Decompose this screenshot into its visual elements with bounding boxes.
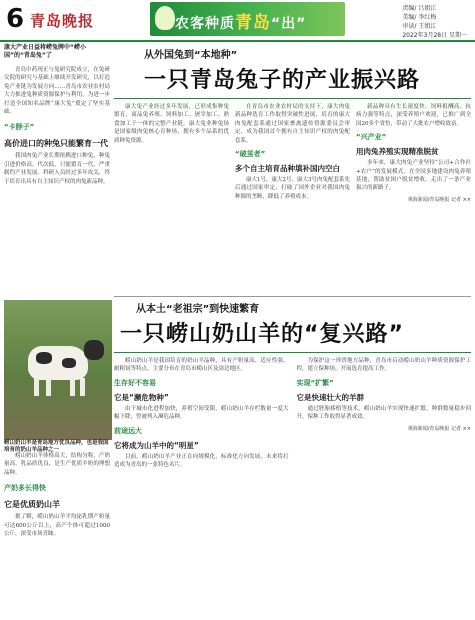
article-1-col3-p2: 多年来，康大肉兔产业坚持“公司+合作社+农户”的发展模式，在全国多地建设肉兔养殖基地，帮助贫困户脱贫增收，走出了一条产业振兴的新路子。 bbox=[356, 160, 471, 192]
left-goat-p2: 据了解，崂山奶山羊平均泌乳期产奶量可达600公斤以上，高产个体可超过1000公斤，深受市场青睐。 bbox=[4, 514, 110, 538]
article-rabbit bbox=[114, 46, 471, 293]
goat-leg bbox=[80, 378, 85, 396]
article-1-pretitle: 从外国兔到“本地种” bbox=[144, 50, 238, 61]
left-goat-p1: 崂山奶山羊体格高大，结构匀称，产奶量高，乳品质优良，是生产优质羊奶的理想品种。 bbox=[4, 453, 110, 476]
paper-name: 青岛晚报 bbox=[30, 12, 95, 30]
left-caption: 康大产业日益将崂兔牌中“崂小国”的“青岛兔”了 bbox=[4, 44, 86, 59]
article-1-col3-p1: 新品种具有生长速度快、饲料报酬高、抗病力强等特点，深受养殖户欢迎，已推广到全国20多个省份，带动了大批农户增收致富。 bbox=[356, 104, 471, 127]
article-2-col2-p2: 通过胚胎移植等技术，崂山奶山羊实现快速扩繁，种群数量稳步回升，保种工作取得显著成效。 bbox=[296, 405, 471, 421]
article-2-bottom-subhead-title: 它将成为山羊中的“明星” bbox=[114, 440, 199, 450]
goat-spot bbox=[36, 352, 52, 364]
article-2-bottom-p: 目前，崂山奶山羊产业正在向规模化、标准化方向发展，未来将打造成为青岛的一张特色名片。 bbox=[114, 453, 289, 469]
headline-rule bbox=[114, 352, 471, 353]
masthead bbox=[0, 0, 475, 40]
headline-rule bbox=[114, 98, 471, 99]
goat-photo-caption: 崂山奶山羊是青岛地方优良品种，也是我国培育的奶山羊品种之一 bbox=[4, 440, 109, 453]
left-goat-subhead-title: 它是优质奶山羊 bbox=[4, 500, 60, 510]
left-paragraph-2: 我国肉兔产业长期依赖进口种兔，种兔引进价格高、代次低，只能繁育一代，严重制约产业发展。科研人员经过多年攻关，终于培育出具有自主知识产权的肉兔新品种。 bbox=[4, 153, 110, 185]
article-2-col1-subhead: 生存好不容易 bbox=[114, 378, 156, 387]
article-1-col2-subhead-title: 多个自主培育品种填补国内空白 bbox=[235, 164, 340, 174]
article-2-col2-subhead-title: 它是快速壮大的羊群 bbox=[296, 392, 364, 402]
left-subhead-title: 高价进口的种兔只能繁育一代 bbox=[4, 139, 108, 149]
article-2-col1-subhead-title: 它是“濒危物种” bbox=[114, 392, 169, 402]
article-2-credit: 观海新闻/青岛晚报 记者 ×× bbox=[407, 425, 471, 432]
goat-head bbox=[84, 340, 104, 360]
goat-leg bbox=[34, 378, 39, 396]
vegetable-icon bbox=[155, 6, 175, 30]
left-subhead: “卡脖子” bbox=[4, 123, 35, 132]
article-1-col3-subhead-title: 用肉兔养殖实现精准脱贫 bbox=[356, 147, 439, 157]
article-2-col1-p1: 崂山奶山羊是我国培育的奶山羊品种，具有产奶量高、适应性强、耐粗饲等特点，主要分布在青岛市崂山区及周边地区。 bbox=[114, 358, 289, 373]
left-column-2 bbox=[4, 452, 110, 538]
editor-info: 责编/ 吕姐江 美编/ 李红梅 审读/ 王姐江 2022年3月28日 星期一 bbox=[402, 5, 467, 39]
article-1-col2-p1: 在青岛市农业农村局的支持下，康大肉兔新品种选育工作取得突破性进展，培育的康大肉兔配套系通过国家畜禽遗传资源委员会审定，成为我国首个拥有自主知识产权的肉兔配套系。 bbox=[235, 104, 350, 144]
left-paragraph-1: 青岛中药现正与兔研究院成立，在兔研究院的研究与基础上继续开发研究，以打造兔产业链为发展方向……青岛市农业农村局大力推进兔种质资源保护与利用，为进一步打造全国知名品牌“康大兔”奠定了坚实基础。 bbox=[4, 67, 110, 116]
article-2-bottom-subhead: 前途远大 bbox=[114, 426, 142, 435]
left-goat-subhead: 产奶多长得快 bbox=[4, 484, 46, 493]
goat-leg bbox=[70, 378, 75, 396]
goat-body bbox=[28, 346, 88, 380]
article-2-col1-p2: 由于城市化进程加快，养殖空间受限，崂山奶山羊存栏数量一度大幅下降，曾被列入濒危品种。 bbox=[114, 405, 289, 421]
article-1-headline: 一只青岛兔子的产业振兴路 bbox=[144, 68, 421, 93]
article-2-col2-subhead: 实现“扩繁” bbox=[296, 378, 334, 387]
goat-leg bbox=[46, 378, 51, 396]
top-rule bbox=[0, 40, 475, 42]
article-goat bbox=[114, 300, 471, 469]
article-1-credit: 观海新闻/青岛晚报 记者 ×× bbox=[407, 196, 471, 203]
article-1-col1: 康大兔产业经过多年发展，已形成集种兔繁育、商品兔养殖、饲料加工、屠宰加工、熟食加工于一体的完整产业链。康大兔业种兔场是国家级肉兔核心育种场，拥有多个品系的优质种兔资源。 bbox=[114, 104, 229, 144]
left-column bbox=[4, 44, 110, 186]
section-title: 农客种质青岛“出” bbox=[175, 13, 307, 33]
section-divider bbox=[114, 296, 471, 297]
page-number: 6 bbox=[6, 4, 25, 34]
article-1-col2-p2: 康大1号、康大2号、康大3号肉兔配套系先后通过国家审定，打破了国外企业对我国肉兔种源的垄断，降低了养殖成本。 bbox=[235, 177, 350, 200]
article-1-col3-subhead: “兴产业” bbox=[356, 133, 387, 142]
article-2-headline: 一只崂山奶山羊的“复兴路” bbox=[120, 322, 404, 347]
goat-spot bbox=[62, 358, 76, 368]
goat-photo bbox=[4, 300, 112, 440]
article-2-pretitle: 从本土“老祖宗”到快速繁育 bbox=[136, 304, 260, 315]
article-1-col2-subhead: “破茧者” bbox=[235, 150, 266, 159]
article-2-col2-p1: 为保护这一珍贵地方品种，青岛市启动崂山奶山羊种质资源保护工程，建立保种场，开展选育提高工作。 bbox=[296, 358, 471, 373]
